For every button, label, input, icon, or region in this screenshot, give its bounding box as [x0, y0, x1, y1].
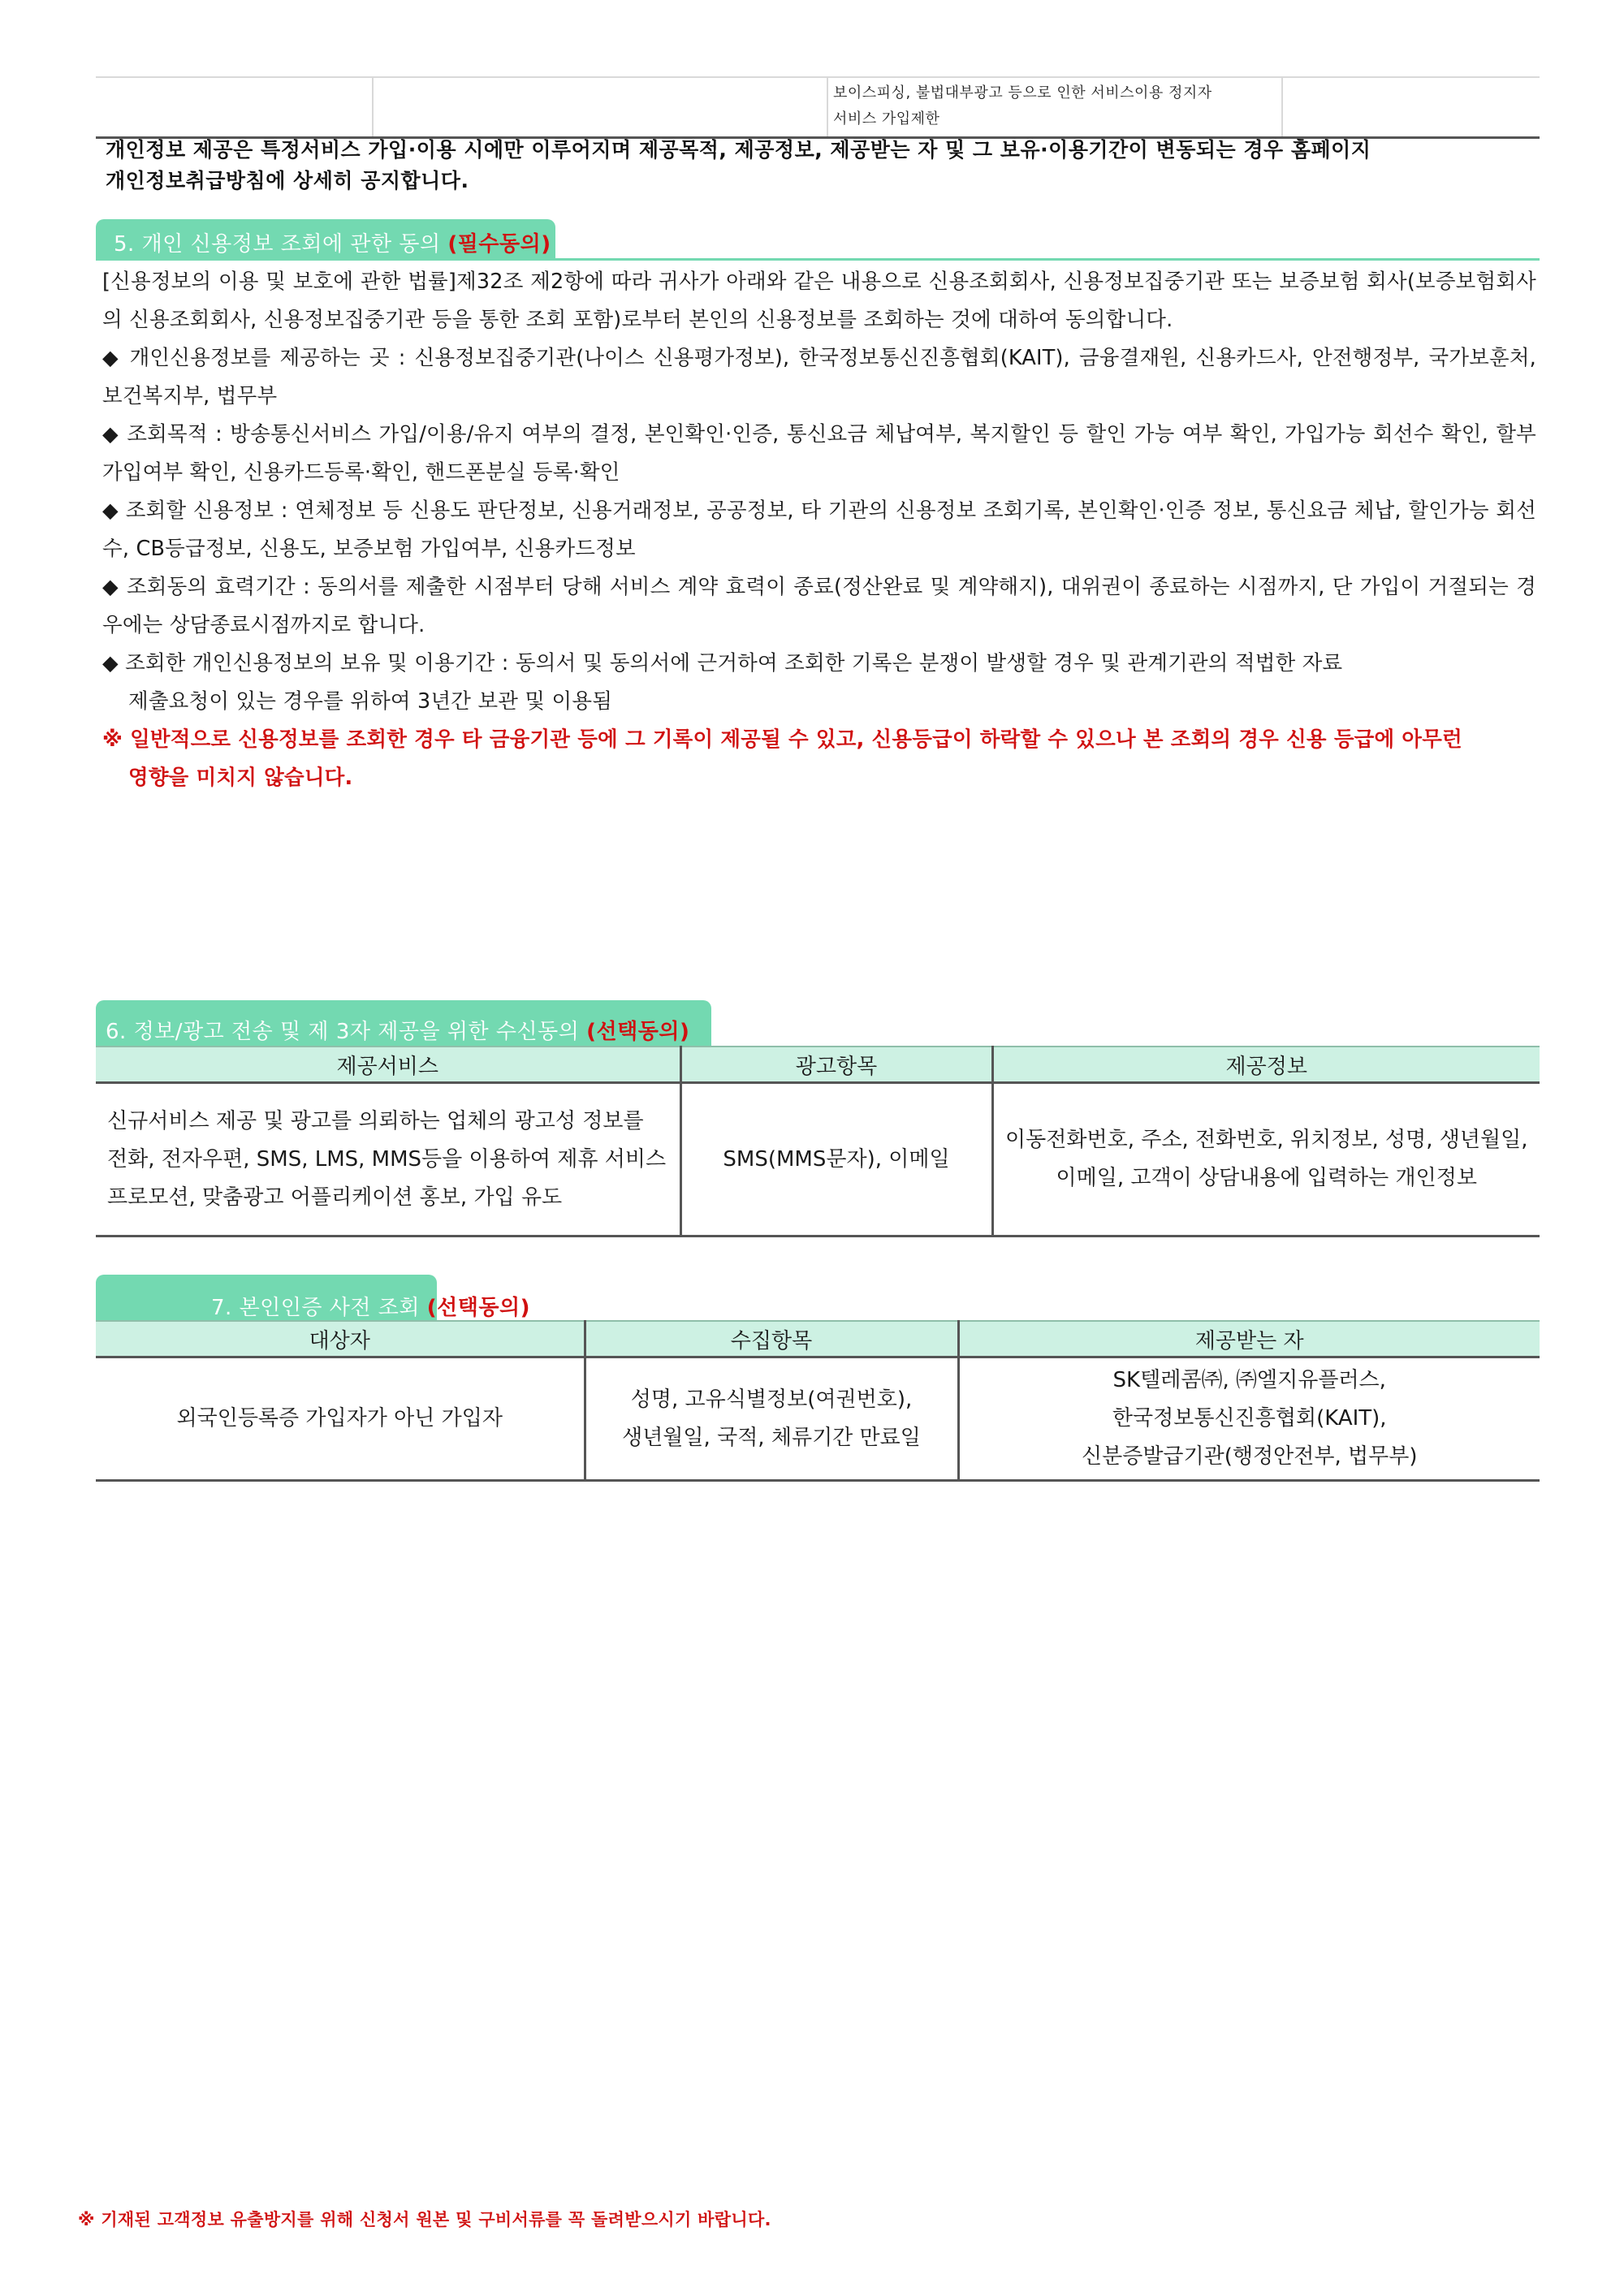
- table-divider: [1281, 78, 1283, 136]
- ad-item-cell: SMS(MMS문자), 이메일: [680, 1083, 992, 1236]
- ad-consent-table: [96, 1046, 1540, 1237]
- table-divider: [827, 78, 828, 136]
- section6-optional-tag: (선택동의): [586, 1020, 690, 1044]
- table-header-row: [96, 1321, 1540, 1357]
- credit-warning-cont: 영향을 미치지 않습니다.: [128, 766, 353, 790]
- section5-title-text: 5. 개인 신용정보 조회에 관한 동의: [114, 232, 441, 257]
- consent-item-provider: ◆ 개인신용정보를 제공하는 곳 : 신용정보집중기관(나이스 신용평가정보), 한국정보통신진흥협회(KAIT), 금융결재원, 신용카드사, 안전행정부, 국가보훈처, 보건복지부, 법무부: [102, 346, 1536, 408]
- section7-title: [211, 1291, 530, 1321]
- restriction-line-2: 서비스 가입제한: [833, 110, 940, 127]
- provided-info-cell: 이동전화번호, 주소, 전화번호, 위치정보, 성명, 생년월일, 이메일, 고객이 상담내용에 입력하는 개인정보: [992, 1083, 1540, 1236]
- header-recipient: 제공받는 자: [958, 1321, 1540, 1357]
- table-row: [96, 1083, 1540, 1236]
- service-cell: 신규서비스 제공 및 광고를 의뢰하는 업체의 광고성 정보를 전화, 전자우편, SMS, LMS, MMS등을 이용하여 제휴 서비스 프로모션, 맞춤광고 어플리케이션 홍보, 가입 유도: [96, 1083, 680, 1236]
- section6-title: [106, 1015, 689, 1045]
- consent-item-purpose: ◆ 조회목적 : 방송통신서비스 가입/이용/유지 여부의 결정, 본인확인·인증, 통신요금 체납여부, 복지할인 등 할인 가능 여부 확인, 가입가능 회선수 확인, 할부가입여부 확인, 신용카드등록·확인, 핸드폰분실 등록·확인: [102, 422, 1536, 485]
- table-row: [96, 1357, 1540, 1481]
- section5-title: [114, 227, 551, 257]
- section5-required-tag: (필수동의): [447, 232, 551, 257]
- consent-item-retention: ◆ 조회한 개인신용정보의 보유 및 이용기간 : 동의서 및 동의서에 근거하여 조회한 기록은 분쟁이 발생할 경우 및 관계기관의 적법한 자료: [102, 651, 1343, 675]
- collect-line-1: 성명, 고유식별정보(여권번호),: [630, 1387, 913, 1412]
- restriction-line-1: 보이스피싱, 불법대부광고 등으로 인한 서비스이용 정지자: [833, 84, 1212, 101]
- header-ad-item: 광고항목: [680, 1047, 992, 1083]
- collect-line-2: 생년월일, 국적, 체류기간 만료일: [622, 1425, 921, 1450]
- collect-cell: [585, 1357, 958, 1481]
- credit-warning: ※ 일반적으로 신용정보를 조회한 경우 타 금융기관 등에 그 기록이 제공될 수 있고, 신용등급이 하락할 수 있으나 본 조회의 경우 신용 등급에 아무런: [102, 727, 1462, 752]
- recipient-cell: [958, 1357, 1540, 1481]
- header-provided-info: 제공정보: [992, 1047, 1540, 1083]
- section5-body: [102, 263, 1536, 797]
- privacy-notice: [106, 135, 1535, 196]
- top-table-fragment: [96, 76, 1540, 139]
- table-header-row: [96, 1047, 1540, 1083]
- privacy-notice-line-1: 개인정보 제공은 특정서비스 가입·이용 시에만 이루어지며 제공목적, 제공정보, 제공받는 자 및 그 보유·이용기간이 변동되는 경우 홈페이지: [106, 138, 1371, 162]
- consent-item-period: ◆ 조회동의 효력기간 : 동의서를 제출한 시점부터 당해 서비스 계약 효력이 종료(정산완료 및 계약해지), 대위권이 종료하는 시점까지, 단 가입이 거절되는 경우에는 상담종료시점까지로 합니다.: [102, 575, 1536, 637]
- target-cell: 외국인등록증 가입자가 아닌 가입자: [96, 1357, 585, 1481]
- consent-item-retention-cont: 제출요청이 있는 경우를 위하여 3년간 보관 및 이용됨: [128, 689, 613, 714]
- table-divider: [372, 78, 374, 136]
- consent-item-info: ◆ 조회할 신용정보 : 연체정보 등 신용도 판단정보, 신용거래정보, 공공정보, 타 기관의 신용정보 조회기록, 본인확인·인증 정보, 통신요금 체납, 할인가능 회선수, CB등급정보, 신용도, 보증보험 가입여부, 신용카드정보: [102, 498, 1536, 561]
- privacy-notice-line-2: 개인정보취급방침에 상세히 공지합니다.: [106, 169, 469, 192]
- section5-rule: [96, 258, 1540, 261]
- footer-note: ※ 기재된 고객정보 유출방지를 위해 신청서 원본 및 구비서류를 꼭 돌려받으시기 바랍니다.: [78, 2210, 771, 2229]
- identity-check-table: [96, 1320, 1540, 1482]
- section6-title-text: 6. 정보/광고 전송 및 제 3자 제공을 위한 수신동의: [106, 1020, 580, 1044]
- header-service: 제공서비스: [96, 1047, 680, 1083]
- header-collect: 수집항목: [585, 1321, 958, 1357]
- section7-optional-tag: (선택동의): [426, 1296, 531, 1320]
- section7-title-text: 7. 본인인증 사전 조회: [211, 1296, 421, 1320]
- recipient-line-2: 한국정보통신진흥협회(KAIT),: [1112, 1406, 1387, 1431]
- recipient-line-3: 신분증발급기관(행정안전부, 법무부): [1081, 1444, 1418, 1469]
- header-target: 대상자: [96, 1321, 585, 1357]
- section5-intro: [신용정보의 이용 및 보호에 관한 법률]제32조 제2항에 따라 귀사가 아래와 같은 내용으로 신용조회회사, 신용정보집중기관 또는 보증보험 회사(보증보험회사의 신용조회회사, 신용정보집중기관 등을 통한 조회 포함)로부터 본인의 신용정보를 조회하는 것에 대하여 동의합니다.: [102, 270, 1536, 332]
- recipient-line-1: SK텔레콤㈜, ㈜엘지유플러스,: [1112, 1368, 1386, 1392]
